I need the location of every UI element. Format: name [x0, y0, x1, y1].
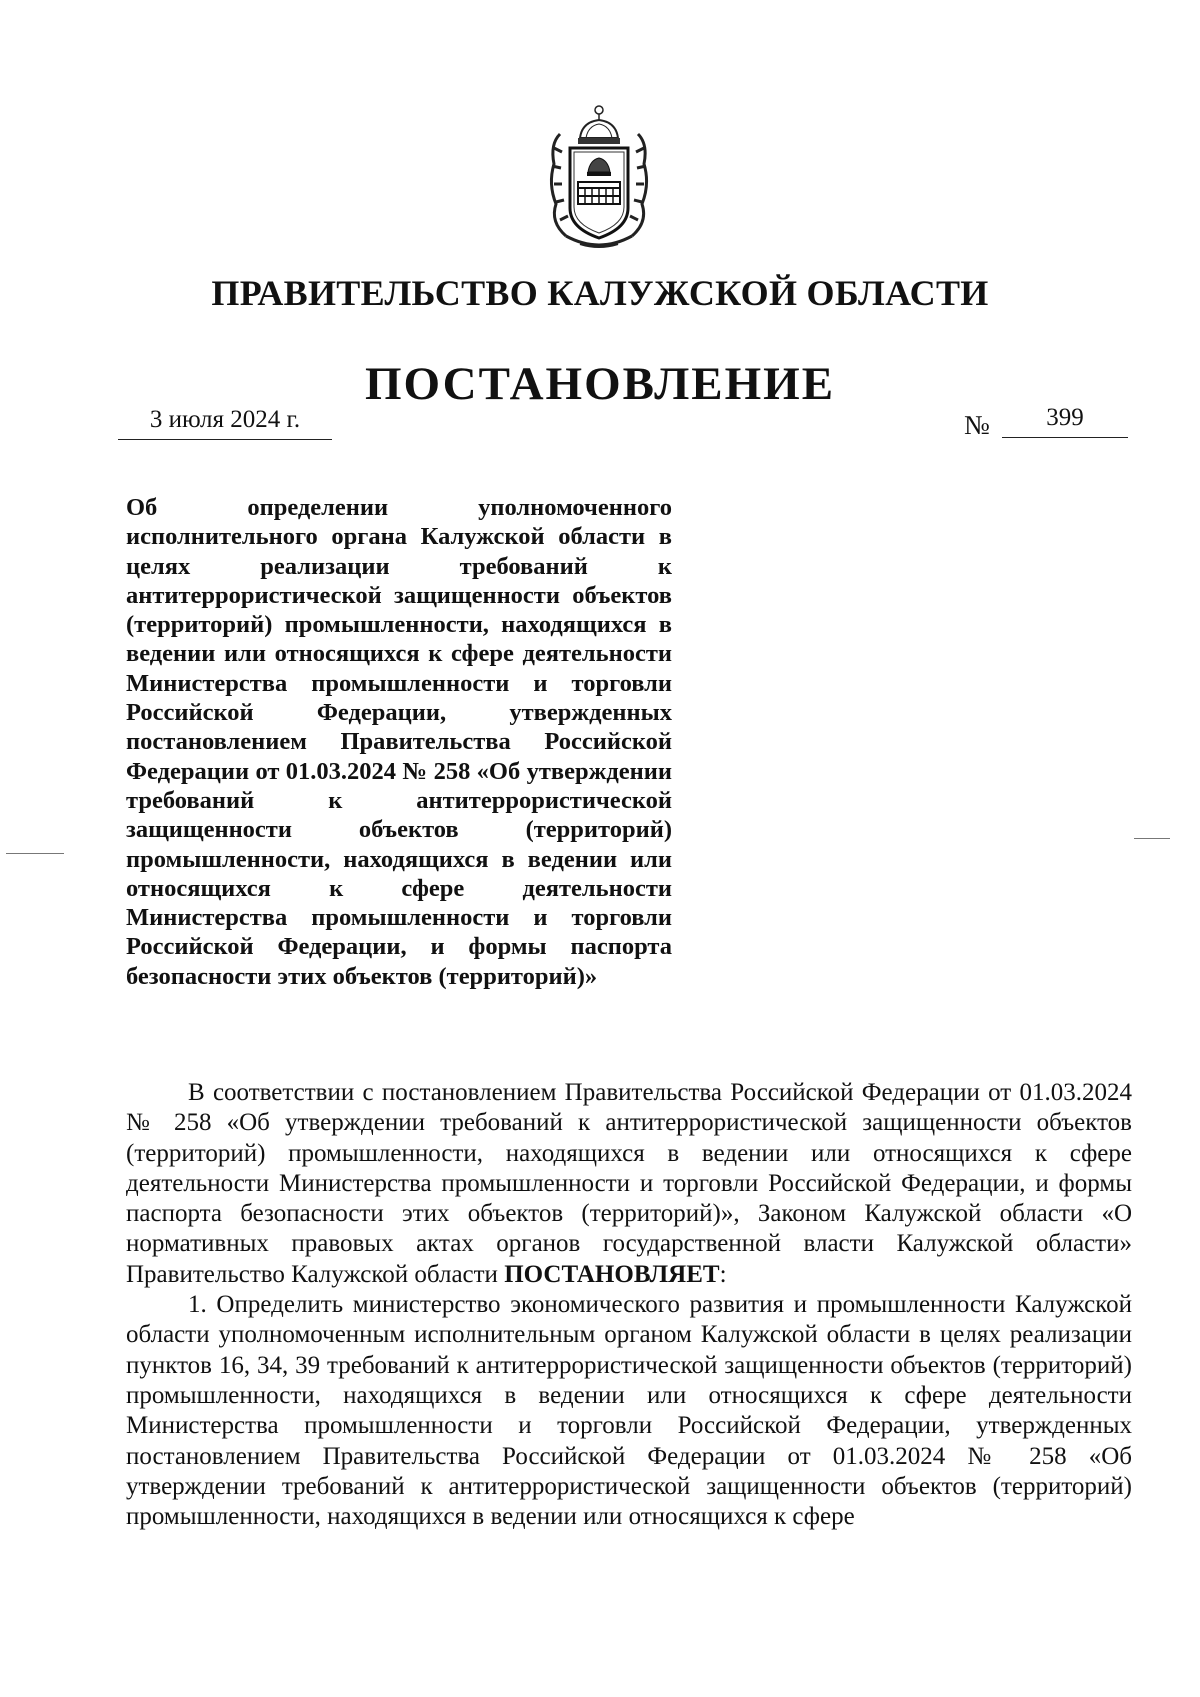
preamble-paragraph [126, 1078, 1132, 1290]
document-date: 3 июля 2024 г. [149, 406, 301, 433]
preamble-text: В соответствии с постановлением Правительства Российской Федерации от 01.03.2024 № 258 «Об утверждении требований к антитеррористической защищенности объектов (территорий) промышленности, находящихся в ведении или относящихся к сфере деятельности Министерства промышленности и торговли Российской Федерации, и формы паспорта безопасности этих объектов (территорий)», Законом Калужской области «О нормативных правовых актах органов государственной власти Калужской области» Правительство Калужской области [126, 1079, 1132, 1288]
document-body [126, 1078, 1132, 1532]
date-underline [118, 439, 332, 440]
decree-word: ПОСТАНОВЛЯЕТ [504, 1260, 720, 1288]
coat-of-arms-icon [540, 104, 658, 254]
document-type-heading: ПОСТАНОВЛЕНИЕ [364, 358, 836, 410]
scan-artifact-right [1134, 838, 1170, 839]
number-label: № [964, 410, 990, 440]
decree-colon: : [719, 1260, 727, 1288]
scan-artifact-left [6, 853, 64, 854]
item-1-paragraph: 1. Определить министерство экономического развития и промышленности Калужской области уполномоченным исполнительным органом Калужской области в целях реализации пунктов 16, 34, 39 требований к антитеррористической защищенности объектов (территорий) промышленности, находящихся в ведении или относящихся к сфере деятельности Министерства промышленности и торговли Российской Федерации, утвержденных постановлением Правительства Российской Федерации от 01.03.2024 № 258 «Об утверждении требований к антитеррористической защищенности объектов (территорий) промышленности, находящихся в ведении или относящихся к сфере [126, 1291, 1132, 1531]
document-subject: Об определении уполномоченного исполнительного органа Калужской области в целях реализации требований к антитеррористической защищенности объектов (территорий) промышленности, находящихся в ведении или относящихся к сфере деятельности Министерства промышленности и торговли Российской Федерации, утвержденных постановлением Правительства Российской Федерации от 01.03.2024 № 258 «Об утверждении требований к антитеррористической защищенности объектов (территорий) промышленности, находящихся в ведении или относящихся к сфере деятельности Министерства промышленности и торговли Российской Федерации, и формы паспорта безопасности этих объектов (территорий)» [126, 494, 672, 990]
number-underline [1002, 437, 1128, 438]
government-title: ПРАВИТЕЛЬСТВО КАЛУЖСКОЙ ОБЛАСТИ [211, 273, 989, 313]
document-number: 399 [1046, 404, 1084, 431]
